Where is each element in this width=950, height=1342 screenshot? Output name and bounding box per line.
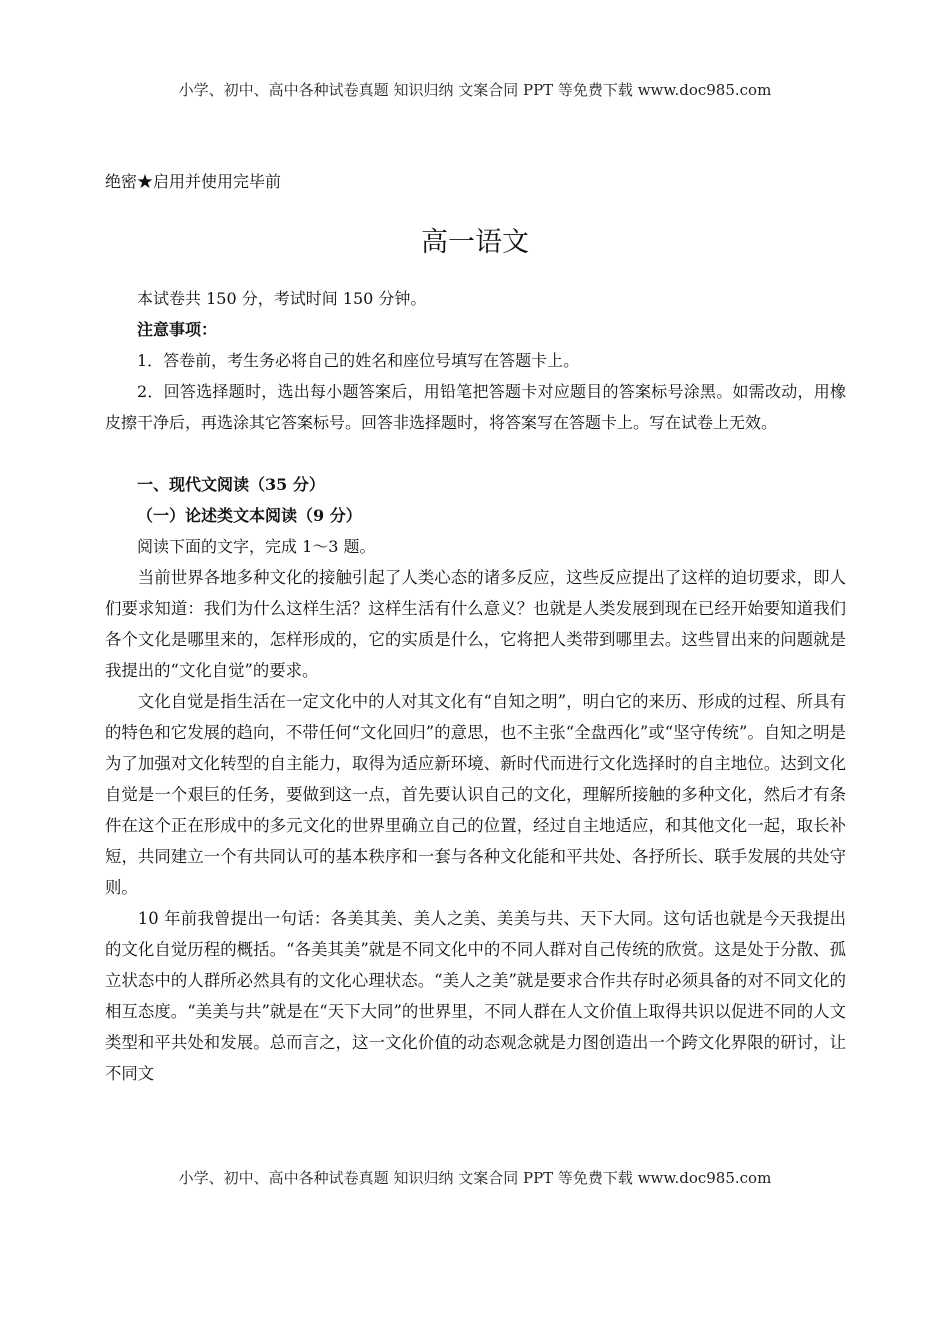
section-heading: 一、现代文阅读（35 分） <box>137 475 325 494</box>
subsection-heading: （一）论述类文本阅读（9 分） <box>137 506 362 525</box>
essay-text <box>105 562 846 1089</box>
essay-paragraph: 当前世界各地多种文化的接触引起了人类心态的诸多反应，这些反应提出了这样的迫切要求，即人们要求知道：我们为什么这样生活？这样生活有什么意义？也就是人类发展到现在已经开始要知道我们各个文化是哪里来的，怎样形成的，它的实质是什么，它将把人类带到哪里去。这些冒出来的问题就是我提出的“文化自觉”的要求。 <box>105 568 846 680</box>
exam-body <box>105 283 846 1089</box>
notice-item: 1．答卷前，考生务必将自己的姓名和座位号填写在答题卡上。 <box>137 351 580 370</box>
essay-paragraph: 文化自觉是指生活在一定文化中的人对其文化有“自知之明”，明白它的来历、形成的过程、所具有的特色和它发展的趋向，不带任何“文化回归”的意思，也不主张“全盘西化”或“坚守传统”。自知之明是为了加强对文化转型的自主能力，取得为适应新环境、新时代而进行文化选择时的自主地位。达到文化自觉是一个艰巨的任务，要做到这一点，首先要认识自己的文化，理解所接触的多种文化，然后才有条件在这个正在形成中的多元文化的世界里确立自己的位置，经过自主地适应，和其他文化一起，取长补短，共同建立一个有共同认可的基本秩序和一套与各种文化能和平共处、各抒所长、联手发展的共处守则。 <box>105 692 846 897</box>
reading-instruction: 阅读下面的文字，完成 1～3 题。 <box>137 537 376 556</box>
confidential-mark: 绝密★启用并使用完毕前 <box>105 172 282 191</box>
essay-paragraph: 10 年前我曾提出一句话：各美其美、美人之美、美美与共、天下大同。这句话也就是今天我提出的文化自觉历程的概括。“各美其美”就是不同文化中的不同人群对自己传统的欣赏。这是处于分散、孤立状态中的人群所必然具有的文化心理状态。“美人之美”就是要求合作共存时必须具备的对不同文化的相互态度。“美美与共”就是在“天下大同”的世界里，不同人群在人文价值上取得共识以促进不同的人文类型和平共处和发展。总而言之，这一文化价值的动态观念就是力图创造出一个跨文化界限的研讨，让不同文 <box>105 909 846 1083</box>
notice-heading: 注意事项： <box>137 320 218 339</box>
page-header: 小学、初中、高中各种试卷真题 知识归纳 文案合同 PPT 等免费下载 www.doc985.com <box>178 81 772 99</box>
page-title: 高一语文 <box>421 227 529 258</box>
notice-item: 2．回答选择题时，选出每小题答案后，用铅笔把答题卡对应题目的答案标号涂黑。如需改动，用橡皮擦干净后，再选涂其它答案标号。回答非选择题时，将答案写在答题卡上。写在试卷上无效。 <box>105 382 846 432</box>
spacer <box>105 438 846 469</box>
intro-text: 本试卷共 150 分，考试时间 150 分钟。 <box>137 289 427 308</box>
page-footer: 小学、初中、高中各种试卷真题 知识归纳 文案合同 PPT 等免费下载 www.doc985.com <box>178 1169 772 1187</box>
